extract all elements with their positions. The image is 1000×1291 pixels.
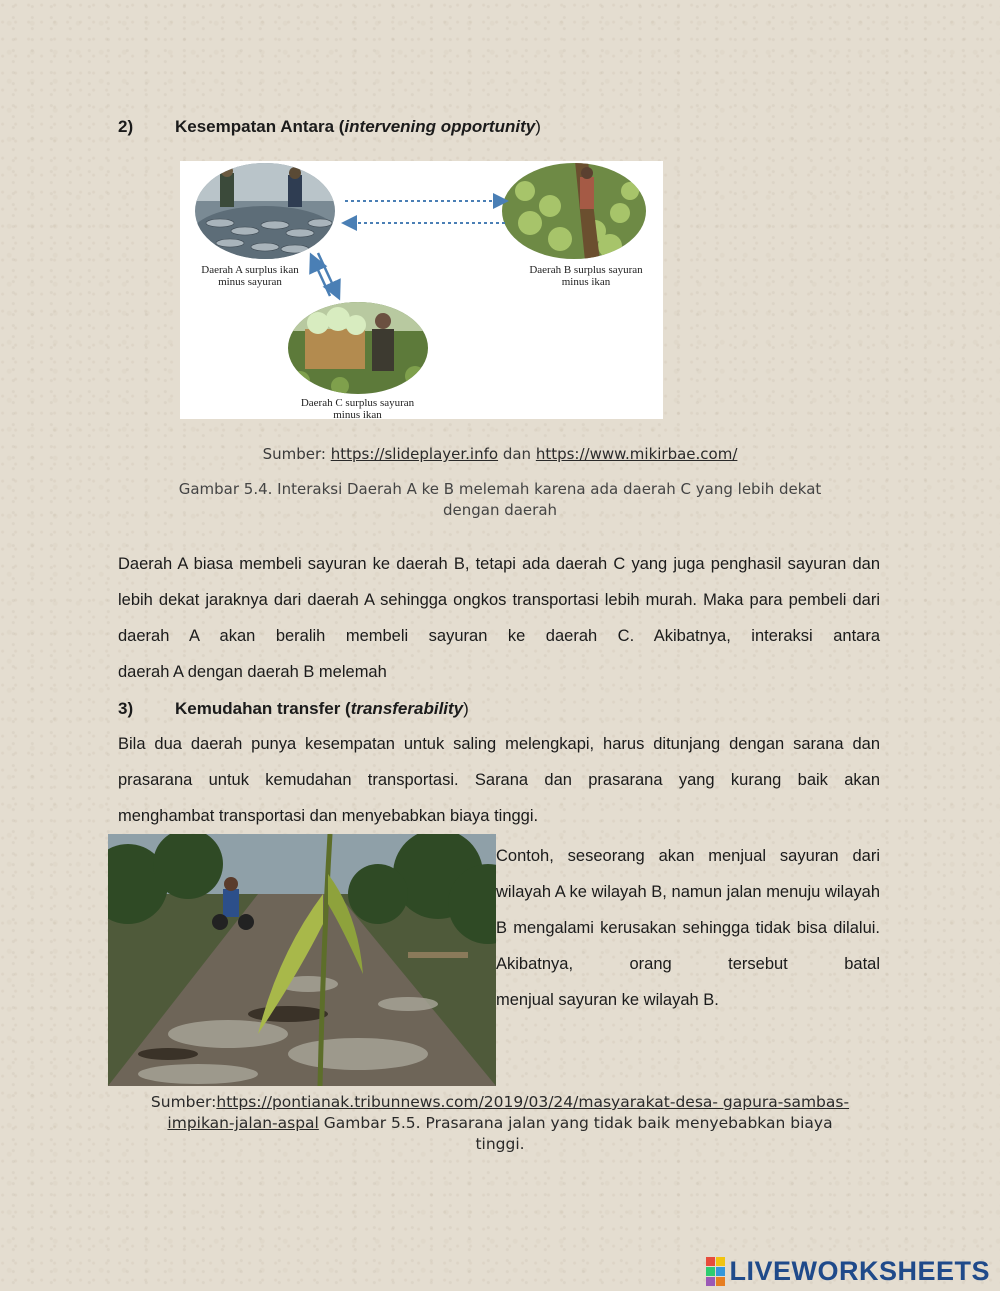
section-title: Kemudahan transfer (transferability) [175,699,469,718]
paragraph-intervening-opportunity: Daerah A biasa membeli sayuran ke daerah B, tetapi ada daerah C yang juga penghasil sayuran dan lebih dekat jaraknya dari daerah A sehingga ongkos transportasi lebih murah. Maka para pembeli dari daerah A akan beralih membeli sayuran ke daerah C. Akibatnya, interaksi antara daerah A dengan daerah B melemah [118,555,880,681]
section-number: 2) [118,117,134,136]
figure-1-caption: Gambar 5.4. Interaksi Daerah A ke B melemah karena ada daerah C yang lebih dekat dengan daerah [178,480,822,519]
section-number: 3) [118,699,134,718]
liveworksheets-logo[interactable] [706,1256,990,1287]
figure-1-source: Sumber: https://slideplayer.info dan https://www.mikirbae.com/ [262,445,738,463]
vegetable-carrier-photo-c [280,301,440,401]
paragraph-example: Contoh, seseorang akan menjual sayuran dari wilayah A ke wilayah B, namun jalan menuju wilayah B mengalami kerusakan sehingga tidak bisa dilalui. Akibatnya, orang tersebut batal menjual sayuran ke wilayah B. [496,847,880,1009]
liveworksheets-logo-icon [706,1257,725,1286]
damaged-road-photo [108,834,496,1086]
figure-2-caption: Sumber:https://pontianak.tribunnews.com/2019/03/24/masyarakat-desa- gapura-sambas- impikan-jalan-aspal Gambar 5.5. Prasarana jalan yang tidak baik menyebabkan biaya tinggi. [150,1093,850,1153]
source-link-tribunnews[interactable]: https://pontianak.tribunnews.com/2019/03/24/masyarakat-desa- gapura-sambas- [216,1093,850,1111]
section-title: Kesempatan Antara (intervening opportunity) [175,117,541,136]
vegetable-field-photo-b [500,161,650,261]
fish-market-photo [190,161,340,266]
label-region-c: Daerah C surplus sayuran minus ikan [300,397,415,421]
interaction-diagram [180,161,663,419]
label-region-a: Daerah A surplus ikan minus sayuran [201,264,299,288]
section-2-heading [118,117,718,139]
source-link-mikirbae[interactable]: https://www.mikirbae.com/ [535,445,738,463]
source-link-tribunnews-cont[interactable]: impikan-jalan-aspal [167,1114,319,1132]
paragraph-transferability: Bila dua daerah punya kesempatan untuk saling melengkapi, harus ditunjang dengan sarana dan prasarana untuk kemudahan transportasi. Sarana dan prasarana yang kurang baik akan menghambat transportasi dan menyebabkan biaya tinggi. [118,735,880,825]
logo-text: LIVEWORKSHEETS [729,1256,990,1286]
section-3-heading [118,699,718,721]
label-region-b: Daerah B surplus sayuran minus ikan [529,264,643,288]
source-link-slideplayer[interactable]: https://slideplayer.info [330,445,499,463]
diagram-illustration [180,161,663,419]
